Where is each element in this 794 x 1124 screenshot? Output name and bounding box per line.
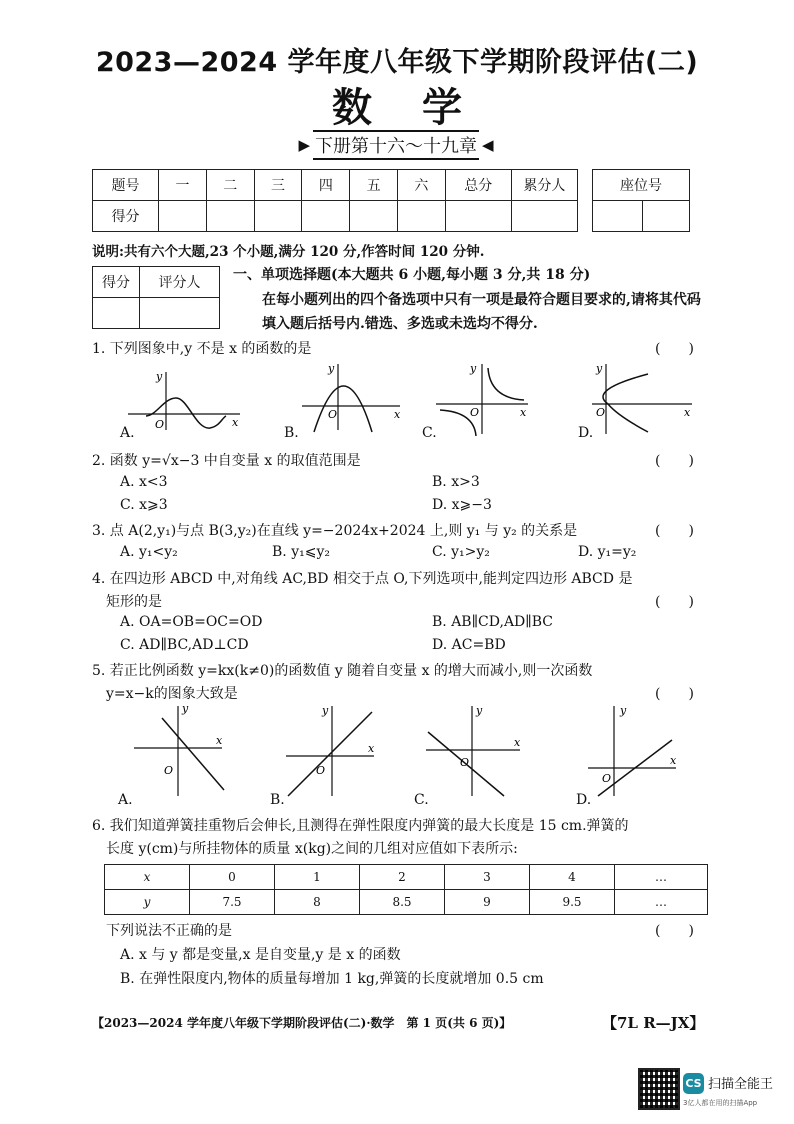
column-header: 四 bbox=[302, 170, 350, 201]
option-d[interactable]: D. x⩾−3 bbox=[432, 497, 492, 513]
column-header: 累分人 bbox=[511, 170, 577, 201]
table-row bbox=[93, 201, 578, 232]
score-cell[interactable] bbox=[254, 201, 302, 232]
origin-label: O bbox=[164, 764, 174, 777]
answer-bracket[interactable]: ( ) bbox=[655, 453, 694, 469]
option-b[interactable]: B. x>3 bbox=[432, 474, 480, 490]
q1-graph-b bbox=[296, 360, 406, 434]
option-a[interactable]: A. x<3 bbox=[120, 474, 168, 490]
x-axis-label: x bbox=[368, 742, 375, 755]
x-axis-label: x bbox=[216, 734, 223, 747]
option-c[interactable]: C. AD∥BC,AD⊥CD bbox=[120, 637, 249, 653]
table-cell: 8.5 bbox=[360, 890, 445, 915]
table-cell: 0 bbox=[190, 865, 275, 890]
paper-code: 【7L R—JX】 bbox=[602, 1014, 705, 1032]
option-c[interactable]: C. x⩾3 bbox=[120, 497, 168, 513]
q1-graph-a bbox=[118, 362, 248, 434]
column-header: 一 bbox=[159, 170, 207, 201]
option-a[interactable]: A. OA=OB=OC=OD bbox=[120, 614, 263, 630]
table-cell: 9.5 bbox=[530, 890, 615, 915]
data-table bbox=[104, 864, 708, 915]
y-axis-label: y bbox=[620, 704, 627, 717]
question-2-stem: 2. 函数 y=√x−3 中自变量 x 的取值范围是 bbox=[92, 453, 361, 469]
origin-label: O bbox=[596, 406, 606, 419]
score-cell[interactable] bbox=[159, 201, 207, 232]
column-header: 三 bbox=[254, 170, 302, 201]
q5-graph-d bbox=[584, 702, 684, 798]
answer-bracket[interactable]: ( ) bbox=[655, 594, 694, 610]
answer-bracket[interactable]: ( ) bbox=[655, 523, 694, 539]
answer-bracket[interactable]: ( ) bbox=[655, 686, 694, 702]
y-axis-label: y bbox=[470, 362, 477, 375]
score-cell[interactable] bbox=[511, 201, 577, 232]
table-cell: 3 bbox=[445, 865, 530, 890]
option-d[interactable]: D. bbox=[576, 792, 592, 808]
subject-title: 数学 bbox=[332, 85, 512, 131]
option-b[interactable]: B. AB∥CD,AD∥BC bbox=[432, 614, 554, 630]
table-cell: … bbox=[615, 865, 708, 890]
q5-graph-b bbox=[282, 702, 382, 798]
question-6-stem: 6. 我们知道弹簧挂重物后会伸长,且测得在弹性限度内弹簧的最大长度是 15 cm.弹簧的 bbox=[92, 818, 629, 834]
option-b[interactable]: B. bbox=[284, 425, 299, 441]
score-cell[interactable] bbox=[350, 201, 398, 232]
x-axis-label: x bbox=[684, 406, 691, 419]
option-c[interactable]: C. bbox=[422, 425, 437, 441]
option-c[interactable]: C. y₁>y₂ bbox=[432, 544, 490, 560]
seat-cell[interactable] bbox=[643, 201, 690, 232]
option-a[interactable]: A. y₁<y₂ bbox=[120, 544, 178, 560]
grader-table bbox=[92, 266, 220, 329]
table-row bbox=[105, 865, 708, 890]
q5-graph-a bbox=[130, 702, 230, 798]
column-header: 五 bbox=[350, 170, 398, 201]
exam-title: 2023—2024 学年度八年级下学期阶段评估(二) bbox=[95, 47, 699, 78]
table-row bbox=[93, 170, 578, 201]
column-header: 六 bbox=[397, 170, 445, 201]
column-header: 总分 bbox=[445, 170, 511, 201]
origin-label: O bbox=[155, 418, 165, 431]
x-axis-label: x bbox=[520, 406, 527, 419]
y-axis-label: y bbox=[328, 362, 335, 375]
chapter-text: 下册第十六～十九章 bbox=[313, 130, 479, 160]
chapter-range bbox=[282, 132, 510, 158]
x-row-label: x bbox=[105, 865, 190, 890]
column-header: 二 bbox=[206, 170, 254, 201]
question-6-stem-cont: 长度 y(cm)与所挂物体的质量 x(kg)之间的几组对应值如下表所示: bbox=[106, 841, 518, 857]
origin-label: O bbox=[470, 406, 480, 419]
option-b[interactable]: B. 在弹性限度内,物体的质量每增加 1 kg,弹簧的长度就增加 0.5 cm bbox=[120, 971, 544, 987]
question-1-stem: 1. 下列图象中,y 不是 x 的函数的是 bbox=[92, 341, 312, 357]
y-axis-label: y bbox=[322, 704, 329, 717]
q5-graph-c bbox=[422, 702, 532, 798]
table-cell: 7.5 bbox=[190, 890, 275, 915]
section-description: 在每小题列出的四个备选项中只有一项是最符合题目要求的,请将其代码填入题后括号内.错选、多选或未选均不得分. bbox=[262, 292, 701, 332]
x-axis-label: x bbox=[670, 754, 677, 767]
origin-label: O bbox=[316, 764, 326, 777]
score-cell[interactable] bbox=[397, 201, 445, 232]
option-a[interactable]: A. bbox=[120, 425, 135, 441]
scanner-name: 扫描全能王 bbox=[708, 1077, 774, 1092]
option-a[interactable]: A. x 与 y 都是变量,x 是自变量,y 是 x 的函数 bbox=[120, 947, 401, 963]
seat-label: 座位号 bbox=[593, 170, 690, 201]
question-3-stem: 3. 点 A(2,y₁)与点 B(3,y₂)在直线 y=−2024x+2024 上,则 y₁ 与 y₂ 的关系是 bbox=[92, 523, 578, 539]
y-axis-label: y bbox=[182, 702, 189, 715]
arrow-right-icon: ▶ bbox=[298, 136, 310, 154]
grader-score-cell[interactable] bbox=[93, 298, 140, 329]
table-cell: … bbox=[615, 890, 708, 915]
answer-bracket[interactable]: ( ) bbox=[655, 341, 694, 357]
qr-code-icon bbox=[638, 1068, 680, 1110]
question-4-stem-cont: 矩形的是 bbox=[106, 594, 162, 610]
option-a[interactable]: A. bbox=[118, 792, 133, 808]
y-axis-label: y bbox=[596, 362, 603, 375]
origin-label: O bbox=[602, 772, 612, 785]
origin-label: O bbox=[328, 408, 338, 421]
option-d[interactable]: D. AC=BD bbox=[432, 637, 506, 653]
q1-graph-d bbox=[588, 360, 698, 436]
arrow-left-icon: ◀ bbox=[482, 136, 494, 154]
score-cell[interactable] bbox=[445, 201, 511, 232]
grader-reviewer-label: 评分人 bbox=[140, 267, 220, 298]
table-cell: 4 bbox=[530, 865, 615, 890]
answer-bracket[interactable]: ( ) bbox=[655, 923, 694, 939]
scanner-logo-icon: CS bbox=[683, 1073, 704, 1094]
row-label: 题号 bbox=[93, 170, 159, 201]
page-footer: 【2023—2024 学年度八年级下学期阶段评估(二)·数学 第 1 页(共 6 页)】 bbox=[92, 1016, 512, 1030]
table-cell: 8 bbox=[275, 890, 360, 915]
table-cell: 9 bbox=[445, 890, 530, 915]
option-b[interactable]: B. bbox=[270, 792, 285, 808]
x-axis-label: x bbox=[394, 408, 401, 421]
seat-cell[interactable] bbox=[593, 201, 643, 232]
question-6-sub: 下列说法不正确的是 bbox=[106, 923, 232, 939]
exam-instructions: 说明:共有六个大题,23 个小题,满分 120 分,作答时间 120 分钟. bbox=[92, 244, 485, 260]
y-row-label: y bbox=[105, 890, 190, 915]
row-label: 得分 bbox=[93, 201, 159, 232]
scanner-tagline: 3亿人都在用的扫描App bbox=[683, 1099, 758, 1107]
question-5-stem-cont: y=x−k的图象大致是 bbox=[106, 686, 238, 702]
table-cell: 2 bbox=[360, 865, 445, 890]
q1-graph-c bbox=[432, 360, 532, 436]
score-cell[interactable] bbox=[206, 201, 254, 232]
grader-reviewer-cell[interactable] bbox=[140, 298, 220, 329]
option-d[interactable]: D. y₁=y₂ bbox=[578, 544, 637, 560]
score-table bbox=[92, 169, 578, 232]
section-heading: 一、单项选择题(本大题共 6 小题,每小题 3 分,共 18 分) bbox=[233, 267, 591, 283]
table-row bbox=[105, 890, 708, 915]
seat-table bbox=[592, 169, 690, 232]
option-c[interactable]: C. bbox=[414, 792, 429, 808]
table-cell: 1 bbox=[275, 865, 360, 890]
option-b[interactable]: B. y₁⩽y₂ bbox=[272, 544, 330, 560]
y-axis-label: y bbox=[156, 370, 163, 383]
x-axis-label: x bbox=[514, 736, 521, 749]
option-d[interactable]: D. bbox=[578, 425, 594, 441]
question-5-stem: 5. 若正比例函数 y=kx(k≠0)的函数值 y 随着自变量 x 的增大而减小,则一次函数 bbox=[92, 663, 593, 679]
grader-score-label: 得分 bbox=[93, 267, 140, 298]
y-axis-label: y bbox=[476, 704, 483, 717]
question-4-stem: 4. 在四边形 ABCD 中,对角线 AC,BD 相交于点 O,下列选项中,能判定四边形 ABCD 是 bbox=[92, 571, 633, 587]
origin-label: O bbox=[460, 756, 470, 769]
score-cell[interactable] bbox=[302, 201, 350, 232]
x-axis-label: x bbox=[232, 416, 239, 429]
